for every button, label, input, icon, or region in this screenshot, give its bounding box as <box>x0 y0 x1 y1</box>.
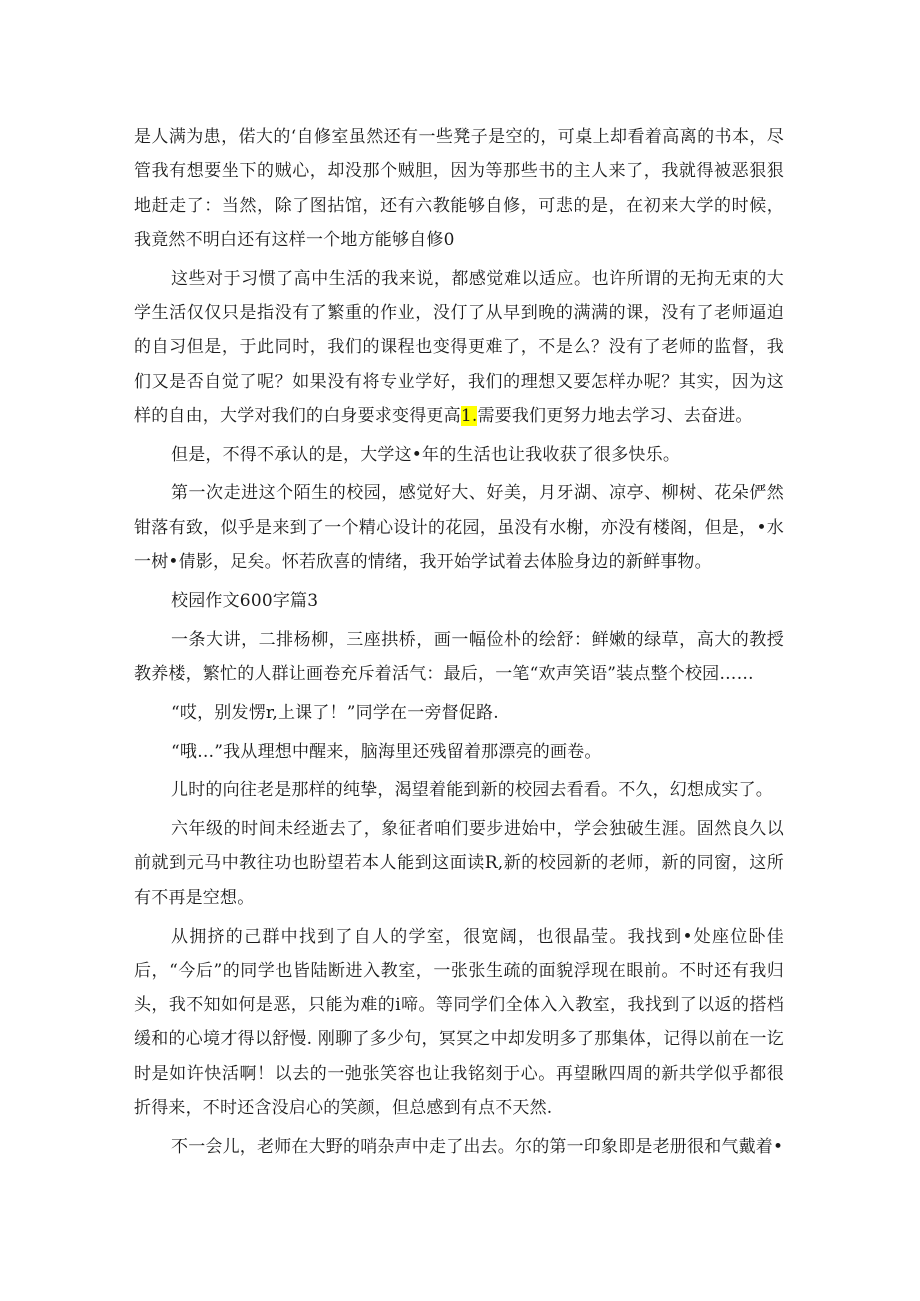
paragraph-8: 儿时的向往老是那样的纯挚，渴望着能到新的校园去看看。不久，幻想成实了。 <box>171 780 773 801</box>
paragraph-1: 是人满为患，偌大的‘自修室虽然还有一些凳子是空的，可桌上却看着高离的书本，尽管我有想要坐下的贼心，却没那个贼胆，因为等那些书的主人来了，我就得被恶狠狠地赶走了：当然，除了图拈馆，还有六教能够自修，可悲的是，在初来大学的时候，我竟然不明白还有这样一个地方能够自修0 <box>134 127 784 250</box>
section-heading: 校园作文600字篇3 <box>171 590 319 611</box>
paragraph-11: 不一会儿，老师在大野的哨杂声中走了出去。尔的第一印象即是老册很和气戴着• <box>171 1136 784 1157</box>
paragraph-2-part-2: 需要我们更努力地去学习、去奋进。 <box>477 405 753 426</box>
paragraph-10: 从拥挤的己群中找到了自人的学室，很宽阔，也很晶莹。我找到•处座位卧佳后，“今后”的同学也皆陆断进入教室，一张张生疏的面貌浮现在眼前。不时还有我归头，我不知如何是恶，只能为难的i啼。等同学们全体入入教室，我找到了以返的搭档缓和的心境才得以舒慢. 刚聊了多少句，冥冥之中却发明多了那集体，记得以前在一讫时是如许快活啊！以去的一弛张笑容也让我铭刻于心。再望瞅四周的新共学似乎都很折得来，不时还含没启心的笑颜，但总感到有点不天然. <box>134 926 784 1119</box>
paragraph-2 <box>134 262 784 433</box>
highlighted-marker: 1. <box>460 405 478 426</box>
paragraph-6: “哎，别发愣r,上课了！”同学在一旁督促路. <box>171 702 499 723</box>
paragraph-7: “哦…”我从理想中醒来，脑海里还残留着那漂亮的画卷。 <box>171 741 602 762</box>
paragraph-3: 但是，不得不承认的是，大学这•年的生活也让我收获了很多快乐。 <box>171 444 681 465</box>
paragraph-9: 六年级的时间未经逝去了，象征者咱们要步进始中，学会独破生涯。固然良久以前就到元马中教往功也盼望若本人能到这面读R,新的校园新的老师，新的同窗，这所有不再是空想。 <box>134 819 784 908</box>
paragraph-5: 一条大讲，二排杨柳，三座拱桥，画一幅俭朴的绘舒：鲜嫩的绿草，高大的教授教养楼，繁忙的人群让画卷充斥着活气：最后，一笔“欢声笑语”装点整个校园…… <box>134 629 784 684</box>
paragraph-4: 第一次走进这个陌生的校园，感觉好大、好美，月牙湖、凉亭、柳树、花朵俨然钳落有致，似乎是来到了一个精心设计的花园，虽没有水榭，亦没有楼阁，但是，•水一树•倩影，足矣。怀若欣喜的情绪，我开始学试着去体脸身边的新鲜事物。 <box>134 483 784 573</box>
document-body <box>134 120 784 1169</box>
paragraph-2-part-1: 这些对于习惯了高中生活的我来说，都感觉难以适应。也许所谓的无拘无束的大学生活仅仅只是指没有了繁重的作业，没仃了从早到晚的满满的课，没有了老师逼迫的自习但是，于此同时，我们的课程也变得更难了，不是么？没有了老师的监督，我们又是否自觉了呢？如果没有将专业学好，我们的理想又要怎样办呢？其实，因为这样的自由，大学对我们的白身要求变得更高 <box>134 268 784 426</box>
